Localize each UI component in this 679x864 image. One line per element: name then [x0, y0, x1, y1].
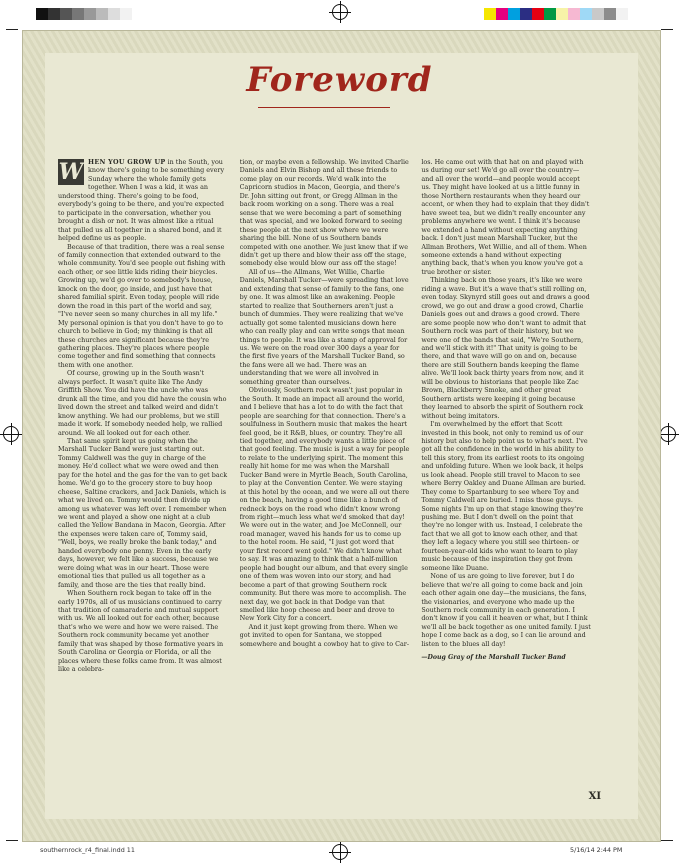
registration-mark-left — [3, 426, 19, 442]
paragraph: None of us are going to live forever, but I do believe that we're all going to come back and join each other again one day—the musicians, the fans, the visionaries, and everyone who made up the Southern rock community in each generation. I don't know if you call it heaven or what, but I think we'll all be back together as one united family. I just hope I come back as a dog, so I can lie around and listen to the blues all day! — [421, 572, 591, 648]
paragraph: I'm overwhelmed by the effort that Scott invested in this book, not only to remind us of our history but also to help point us to what's next. I've got all the confidence in the world in his ability to tell this story, from its earliest roots to its ongoing and unfolding future. When we look back, it helps us look ahead. People still travel to Macon to see where Berry Oakley and Duane Allman are buried. They come to Spartanburg to see where Toy and Tommy Caldwell are buried. I miss those guys. Some nights I'm up on that stage knowing they're pushing me. But I don't dwell on the point that they're no longer with us. Instead, I celebrate the fact that we all got to know each other, and that they left a legacy where you still see thirteen- or fourteen-year-old kids who want to learn to play music because of the inspiration they got from someone like Duane. — [421, 420, 588, 572]
paragraph: That same spirit kept us going when the Marshall Tucker Band were just starting out. Tommy Caldwell was the guy in charge of the money. He'd collect what we were owed and then pay for the hotel and the gas for the van to get back home. We'd go to the grocery store to buy hoop cheese, Saltine crackers, and Jack Daniels, which is what we lived on. Tommy would then divide up among us whatever was left over. I remember when we went and played a show one night at a club called the Yellow Bandana in Macon, Georgia. After the expenses were taken care of, Tommy said, "Well, boys, we really broke the bank today," and handed everybody one penny. Even in the early days, however, we felt like a success, because we were doing what was in our heart. Those were emotional ties that pulled us all together as a family, and those are the ties that really bind. — [58, 436, 228, 589]
grayscale-color-bar — [36, 8, 132, 20]
registration-mark-top — [332, 4, 348, 20]
crop-mark — [661, 840, 673, 841]
paragraph: tion, or maybe even a fellowship. We invited Charlie Daniels and Elvin Bishop and all these friends to come play on our records. We'd walk into the Capricorn studios in Macon, Georgia, and there's Dr. John sitting out front, or Gregg Allman in the back room working on a song. There was a real sense that we were becoming a part of something that was special, and we looked forward to seeing these people at the next show where we were sharing the bill. None of us Southern bands competed with one another. We just knew that if we didn't get up there and blow their ass off the stage, somebody else would blow our ass off the stage! — [239, 158, 409, 268]
paragraph: los. He came out with that hat on and played with us during our set! We'd go all over the country—and all over the world—and people would accept us. They might have looked at us a little funny in those Northern restaurants when they heard our accent, or when they had to explain that they didn't have sweet tea, but we didn't really encounter any problems anywhere we went. I think it's because we extended a hand without expecting anything back. I don't just mean Marshall Tucker, but the Allman Brothers, Wet Willie, and all of them. When someone extends a hand without expecting anything back, that's when you know you've got a true brother or sister. — [421, 158, 590, 276]
text-column-1 — [58, 158, 228, 808]
paragraph: Of course, growing up in the South wasn't always perfect. It wasn't quite like The Andy Griffith Show. You did have the uncle who was drunk all the time, and you did have the cousin who lived down the street and talked weird and didn't know anything. We had our problems, but we still made it work. If somebody needed help, we rallied around. We all looked out for each other. — [58, 369, 227, 437]
text-column-2 — [240, 158, 410, 808]
paragraph: Obviously, Southern rock wasn't just popular in the South. It made an impact all around the world, and I believe that has a lot to do with the fact that people are searching for that connection. There's a soulfulness in Southern music that makes the heart feel good, be it R&B, blues, or country. They're all tied together, and everybody wants a little piece of that good feeling. The music is just a way for people to relate to the underlying spirit. The moment this really hit home for me was when the Marshall Tucker Band were in Myrtle Beach, South Carolina, to play at the Convention Center. We were staying at this hotel by the ocean, and we were all out there on the beach, having a good time like a bunch of redneck boys on the road who didn't know wrong from right—much less what we'd smoked that day! We were out in the water, and Joe McConnell, our road manager, waved his hands for us to come up to the hotel room. He said, "I just got word that your first record went gold." We didn't know what to say. It was amazing to think that a half-million people had bought our album, and that every single one of them was woven into our story, and had become a part of that growing Southern rock community. But there was more to accomplish. The next day, we got back in that Dodge van that smelled like hoop cheese and beer and drove to New York City for a concert. — [239, 386, 410, 623]
title-underline — [258, 107, 390, 108]
date-slug: 5/16/14 2:44 PM — [570, 846, 623, 854]
paragraph: When Southern rock began to take off in the early 1970s, all of us musicians continued to carry that tradition of camaraderie and mutual support with us. We all looked out for each other, because that's who we were and how we were raised. The Southern rock community became yet another family that was shaped by those formative years in South Carolina or Georgia or Florida, or all the places where these folks came from. It was almost like a celebra- — [58, 589, 224, 674]
crop-mark — [661, 29, 673, 30]
signature: —Doug Gray of the Marshall Tucker Band — [421, 654, 566, 662]
paragraph: And it just kept growing from there. When we got invited to open for Santana, we stopped somewhere and bought a cowboy hat to give to Car- — [239, 622, 409, 648]
lead-in: HEN YOU GROW UP — [88, 158, 166, 166]
paragraph: Because of that tradition, there was a real sense of family connection that extended outward to the whole community. You'd see people out fishing with each other, or see little kids riding their bicycles. Growing up, we'd go over to somebody's house, knock on the door, go inside, and just have that shared familial spirit. Even today, people will ride down the road in this part of the world and say, "I've never seen so many churches in all my life." My personal opinion is that you don't have to go to church to believe in God; my thinking is that all these churches are significant because they're gathering places. They're places where people come together and find something that connects them with one another. — [58, 242, 226, 369]
crop-mark — [6, 29, 18, 30]
registration-mark-right — [660, 426, 676, 442]
paragraph: Thinking back on those years, it's like we were riding a wave. But it's a wave that's still rolling on, even today. Skynyrd still goes out and draws a good crowd, we go out and draw a good crowd, Charlie Daniels goes out and draws a good crowd. There are some people now who don't want to admit that Southern rock was part of their history, but we were one of the bands that said, "We're Southern, and we'll stick with it!" That unity is going to be there, and that wave will go on and on, because there are still Southern bands keeping the flame alive. We'll look back thirty years from now, and it will be obvious to historians that people like Zac Brown, Blackberry Smoke, and other great Southern artists were keeping it going because they learned to absorb the spirit of Southern rock without being imitators. — [421, 276, 590, 420]
crop-mark — [6, 840, 18, 841]
paragraph: W HEN YOU GROW UP in the South, you know there's going to be something every Sunday where the whole family gets together. When I was a kid, it was an understood thing. There's going to be food, everybody's going to be there, and you're expected to participate in the conversation, whether you brought a dish or not. It was almost like a ritual that pulled us all together in a shared bond, and it helped define us as people. — [58, 158, 225, 243]
page-number: XI — [588, 791, 601, 802]
text-column-3 — [421, 158, 591, 808]
drop-cap: W — [58, 159, 84, 185]
text-columns — [58, 158, 591, 808]
cmyk-color-bar — [484, 8, 628, 20]
file-slug: southernrock_r4_final.indd 11 — [40, 846, 135, 854]
page-title: Foreword — [246, 60, 433, 100]
registration-mark-bottom — [332, 844, 348, 860]
paragraph: All of us—the Allmans, Wet Willie, Charlie Daniels, Marshall Tucker—were spreading that love and extending that sense of family to the fans, one by one. It was almost like an awakening. People started to realize that Southerners aren't just a bunch of dummies. They were realizing that we've actually got some talented musicians down here who can really play and can write songs that mean things to people. It was like a stamp of approval for us. We were on the road over 300 days a year for the first five years of the Marshall Tucker Band, so the fans were all we had. There was an understanding that we were all involved in something greater than ourselves. — [239, 267, 409, 386]
